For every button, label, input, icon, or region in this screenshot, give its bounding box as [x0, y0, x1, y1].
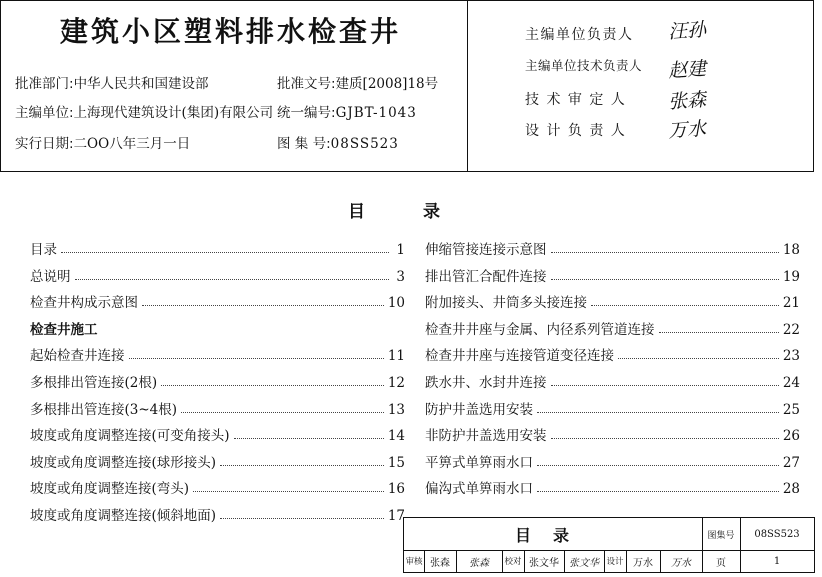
- effective-label: 实行日期:: [15, 136, 74, 152]
- title-block: [403, 517, 815, 573]
- toc-entry-title: 伸缩管接连接示意图: [425, 242, 547, 258]
- toc-entry[interactable]: [425, 316, 800, 338]
- toc-leader-dots: [75, 279, 390, 280]
- toc-leader-dots: [551, 438, 779, 439]
- toc-entry[interactable]: [425, 475, 800, 497]
- toc-entry-title: 坡度或角度调整连接(倾斜地面): [30, 508, 217, 524]
- toc-leader-dots: [161, 385, 384, 386]
- toc-entry-title: 平箅式单箅雨水口: [425, 454, 533, 471]
- toc-entry-title: 检查井井座与连接管道变径连接: [425, 348, 614, 365]
- editor-unit-line: [15, 101, 273, 121]
- toc-entry[interactable]: [30, 369, 405, 391]
- atlas-no-label: 图 集 号:: [277, 136, 331, 152]
- header-divider: [467, 0, 468, 172]
- toc-entry[interactable]: [30, 342, 405, 364]
- toc-entry-page: 22: [782, 321, 800, 338]
- toc-entry[interactable]: [30, 422, 405, 444]
- toc-entry[interactable]: [30, 236, 405, 258]
- toc-leader-dots: [537, 465, 779, 466]
- design-name: 万水: [633, 557, 653, 569]
- toc-entry[interactable]: [30, 449, 405, 471]
- toc-entry[interactable]: [425, 449, 800, 471]
- toc-entry-page: 24: [782, 375, 800, 391]
- check-signature: 张文华: [569, 557, 599, 569]
- toc-entry-page: 26: [782, 428, 800, 445]
- toc-entry-page: 11: [387, 348, 405, 365]
- page-number: 1: [773, 555, 781, 567]
- review-name: 张森: [430, 557, 450, 569]
- toc-entry-title: 排出管汇合配件连接: [425, 268, 547, 285]
- toc-leader-dots: [220, 518, 384, 519]
- toc-entry-title: 附加接头、井筒多头接连接: [425, 295, 587, 312]
- toc-right-column: [425, 236, 800, 498]
- toc-entry[interactable]: [425, 236, 800, 258]
- toc-leader-dots: [234, 438, 384, 439]
- toc-entry[interactable]: [425, 396, 800, 418]
- toc-entry[interactable]: [425, 342, 800, 364]
- toc-leader-dots: [193, 491, 384, 492]
- page-label: 页: [716, 557, 726, 569]
- toc-leader-dots: [220, 465, 384, 466]
- toc-entry-title: 目录: [30, 242, 57, 258]
- approval-dept-label: 批准部门:: [15, 76, 74, 92]
- effective-date: 二OO八年三月一日: [73, 136, 191, 152]
- toc-entry-page: 19: [782, 268, 800, 285]
- unified-no-line: [277, 101, 417, 121]
- unified-no: GJBT-1043: [335, 105, 417, 121]
- toc-leader-dots: [618, 358, 779, 359]
- toc-entry[interactable]: [30, 502, 405, 524]
- toc-leader-dots: [551, 279, 779, 280]
- title-block-atlas-label: 图集号: [707, 530, 735, 541]
- toc-entry-title: 偏沟式单箅雨水口: [425, 481, 533, 498]
- toc-entry-page: 16: [387, 481, 405, 498]
- effective-line: [15, 132, 190, 152]
- toc-entry-title: 防护井盖选用安装: [425, 401, 533, 418]
- toc-entry-title: 检查井井座与金属、内径系列管道连接: [425, 321, 655, 338]
- approval-no: 建质[2008]18号: [335, 76, 439, 92]
- toc-entry-page: 18: [782, 242, 800, 258]
- toc-entry[interactable]: [30, 316, 405, 338]
- toc-entry-page: 17: [387, 508, 405, 524]
- approval-no-label: 批准文号:: [277, 76, 336, 92]
- approval-dept: 中华人民共和国建设部: [73, 76, 209, 92]
- atlas-no: 08SS523: [330, 136, 399, 152]
- responsible-role: 设 计 负 责 人: [525, 123, 627, 139]
- responsible-role: 主编单位负责人: [525, 27, 634, 43]
- unified-no-label: 统一编号:: [277, 105, 336, 121]
- toc-left-column: [30, 236, 405, 526]
- toc-entry[interactable]: [425, 289, 800, 311]
- toc-leader-dots: [61, 252, 389, 253]
- toc-entry-page: 3: [396, 268, 405, 285]
- toc-leader-dots: [659, 332, 779, 333]
- review-label: 审核: [405, 557, 423, 567]
- signature: 赵建: [667, 57, 707, 83]
- signature: 张森: [667, 88, 707, 114]
- toc-entry[interactable]: [30, 289, 405, 311]
- check-name: 张文华: [529, 557, 559, 569]
- toc-title: 目录: [348, 202, 498, 222]
- toc-leader-dots: [551, 252, 779, 253]
- toc-entry-title: 多根排出管连接(3~4根): [30, 401, 178, 418]
- signature: 汪孙: [667, 18, 707, 44]
- signature: 万水: [667, 117, 707, 143]
- toc-entry[interactable]: [425, 263, 800, 285]
- toc-entry[interactable]: [30, 396, 405, 418]
- toc-entry-title: 检查井施工: [30, 321, 98, 338]
- toc-leader-dots: [537, 412, 779, 413]
- toc-entry-title: 非防护井盖选用安装: [425, 428, 547, 445]
- responsible-role: 技 术 审 定 人: [525, 92, 627, 108]
- toc-leader-dots: [142, 305, 384, 306]
- design-signature: 万水: [671, 557, 691, 569]
- toc-entry[interactable]: [30, 475, 405, 497]
- toc-entry-title: 多根排出管连接(2根): [30, 375, 158, 391]
- toc-entry-title: 起始检查井连接: [30, 348, 125, 365]
- responsible-role: 主编单位技术负责人: [525, 58, 643, 73]
- review-signature: 张森: [469, 557, 489, 569]
- toc-entry-page: 28: [782, 481, 800, 498]
- toc-entry-page: 23: [782, 348, 800, 365]
- editor-unit-label: 主编单位:: [15, 105, 74, 121]
- design-label: 设计: [606, 557, 624, 567]
- toc-entry-title: 坡度或角度调整连接(球形接头): [30, 454, 217, 471]
- approval-dept-line: [15, 72, 209, 92]
- toc-entry[interactable]: [30, 263, 405, 285]
- toc-leader-dots: [537, 491, 779, 492]
- atlas-no-line: [277, 132, 399, 152]
- title-block-heading: 目录: [514, 525, 591, 545]
- toc-entry-page: 1: [396, 242, 405, 258]
- toc-entry-title: 坡度或角度调整连接(弯头): [30, 481, 190, 498]
- toc-entry-title: 坡度或角度调整连接(可变角接头): [30, 428, 230, 445]
- toc-leader-dots: [591, 305, 779, 306]
- toc-leader-dots: [181, 412, 384, 413]
- toc-entry-page: 25: [782, 401, 800, 418]
- title-block-atlas-no: 08SS523: [754, 528, 800, 540]
- toc-entry-page: 15: [387, 454, 405, 471]
- check-label: 校对: [504, 557, 522, 567]
- toc-leader-dots: [551, 385, 779, 386]
- toc-entry[interactable]: [425, 369, 800, 391]
- toc-entry-page: 14: [387, 428, 405, 445]
- toc-entry-title: 检查井构成示意图: [30, 295, 138, 312]
- approval-no-line: [277, 72, 438, 92]
- toc-entry-page: 27: [782, 454, 800, 471]
- toc-entry-title: 跌水井、水封井连接: [425, 375, 547, 391]
- toc-entry-page: 13: [387, 401, 405, 418]
- toc-entry-page: 12: [387, 375, 405, 391]
- toc-entry-page: 10: [387, 295, 405, 312]
- toc-entry-title: 总说明: [30, 268, 71, 285]
- toc-entry[interactable]: [425, 422, 800, 444]
- toc-leader-dots: [129, 358, 384, 359]
- toc-entry-page: 21: [782, 295, 800, 312]
- document-title: 建筑小区塑料排水检查井: [60, 15, 402, 48]
- editor-unit: 上海现代建筑设计(集团)有限公司: [73, 105, 274, 121]
